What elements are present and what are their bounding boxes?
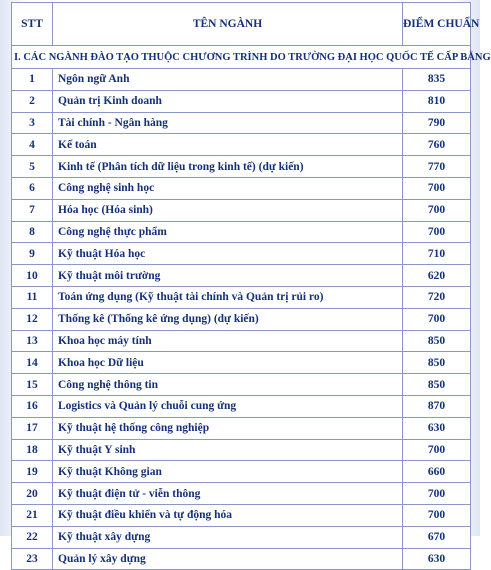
header-major-name: TÊN NGÀNH: [53, 3, 403, 46]
row-major-name: Quản trị Kinh doanh: [53, 90, 403, 112]
table-row: [12, 243, 471, 265]
row-major-name: Kỹ thuật xây dựng: [53, 526, 403, 548]
row-stt: 7: [12, 199, 53, 221]
row-cutoff-score: 770: [403, 156, 471, 178]
row-major-name: Ngôn ngữ Anh: [53, 69, 403, 91]
row-stt: 6: [12, 177, 53, 199]
row-stt: 13: [12, 330, 53, 352]
row-stt: 17: [12, 417, 53, 439]
header-stt: STT: [12, 3, 53, 46]
header-cutoff-score: ĐIỂM CHUẨN: [403, 3, 471, 46]
row-stt: 1: [12, 69, 53, 91]
row-major-name: Kỹ thuật điều khiển và tự động hóa: [53, 504, 403, 526]
row-major-name: Công nghệ thực phẩm: [53, 221, 403, 243]
table-row: [12, 134, 471, 156]
header-row: [12, 3, 471, 46]
row-cutoff-score: 710: [403, 243, 471, 265]
section-title: I. CÁC NGÀNH ĐÀO TẠO THUỘC CHƯƠNG TRÌNH DO TRƯỜNG ĐẠI HỌC QUỐC TẾ CẤP BẰNG: [12, 46, 471, 69]
table-row: [12, 286, 471, 308]
table-row: [12, 461, 471, 483]
row-cutoff-score: 790: [403, 112, 471, 134]
row-cutoff-score: 810: [403, 90, 471, 112]
row-stt: 9: [12, 243, 53, 265]
row-cutoff-score: 850: [403, 374, 471, 396]
table-row: [12, 526, 471, 548]
row-cutoff-score: 620: [403, 265, 471, 287]
table-row: [12, 483, 471, 505]
row-stt: 19: [12, 461, 53, 483]
row-major-name: Kỹ thuật Không gian: [53, 461, 403, 483]
table-row: [12, 156, 471, 178]
row-stt: 15: [12, 374, 53, 396]
table-row: [12, 90, 471, 112]
row-stt: 8: [12, 221, 53, 243]
row-stt: 5: [12, 156, 53, 178]
row-major-name: Tài chính - Ngân hàng: [53, 112, 403, 134]
row-cutoff-score: 670: [403, 526, 471, 548]
row-major-name: Khoa học Dữ liệu: [53, 352, 403, 374]
row-stt: 23: [12, 548, 53, 570]
row-major-name: Kinh tế (Phân tích dữ liệu trong kinh tế) (dự kiến): [53, 156, 403, 178]
row-cutoff-score: 835: [403, 69, 471, 91]
row-major-name: Khoa học máy tính: [53, 330, 403, 352]
row-stt: 12: [12, 308, 53, 330]
row-major-name: Toán ứng dụng (Kỹ thuật tài chính và Quản trị rủi ro): [53, 286, 403, 308]
row-cutoff-score: 700: [403, 439, 471, 461]
row-major-name: Kỹ thuật môi trường: [53, 265, 403, 287]
row-major-name: Quản lý xây dựng: [53, 548, 403, 570]
section-row: [12, 46, 471, 69]
row-major-name: Hóa học (Hóa sinh): [53, 199, 403, 221]
row-stt: 3: [12, 112, 53, 134]
table-row: [12, 548, 471, 570]
table-row: [12, 374, 471, 396]
row-cutoff-score: 700: [403, 308, 471, 330]
row-stt: 21: [12, 504, 53, 526]
table-row: [12, 112, 471, 134]
table-row: [12, 308, 471, 330]
row-cutoff-score: 700: [403, 177, 471, 199]
row-major-name: Công nghệ sinh học: [53, 177, 403, 199]
table-row: [12, 439, 471, 461]
table-row: [12, 199, 471, 221]
row-stt: 22: [12, 526, 53, 548]
row-major-name: Thống kê (Thống kê ứng dụng) (dự kiến): [53, 308, 403, 330]
admission-scores-table: [11, 2, 491, 570]
row-stt: 2: [12, 90, 53, 112]
table-row: [12, 330, 471, 352]
row-major-name: Kỹ thuật hệ thống công nghiệp: [53, 417, 403, 439]
table-row: [12, 504, 471, 526]
row-stt: 11: [12, 286, 53, 308]
row-stt: 14: [12, 352, 53, 374]
row-major-name: Logistics và Quản lý chuỗi cung ứng: [53, 395, 403, 417]
row-stt: 18: [12, 439, 53, 461]
table-row: [12, 69, 471, 91]
row-cutoff-score: 630: [403, 548, 471, 570]
row-major-name: Kỹ thuật Y sinh: [53, 439, 403, 461]
row-cutoff-score: 660: [403, 461, 471, 483]
table-row: [12, 395, 471, 417]
row-cutoff-score: 870: [403, 395, 471, 417]
table-row: [12, 221, 471, 243]
table-body: [12, 46, 491, 570]
row-stt: 20: [12, 483, 53, 505]
row-cutoff-score: 850: [403, 330, 471, 352]
table-row: [12, 417, 471, 439]
row-stt: 16: [12, 395, 53, 417]
row-cutoff-score: 700: [403, 504, 471, 526]
row-stt: 4: [12, 134, 53, 156]
row-cutoff-score: 700: [403, 221, 471, 243]
row-major-name: Kế toán: [53, 134, 403, 156]
row-major-name: Công nghệ thông tin: [53, 374, 403, 396]
row-cutoff-score: 700: [403, 199, 471, 221]
row-stt: 10: [12, 265, 53, 287]
table-row: [12, 177, 471, 199]
row-cutoff-score: 760: [403, 134, 471, 156]
row-cutoff-score: 700: [403, 483, 471, 505]
row-major-name: Kỹ thuật điện tử - viễn thông: [53, 483, 403, 505]
table-row: [12, 352, 471, 374]
table-row: [12, 265, 471, 287]
row-cutoff-score: 850: [403, 352, 471, 374]
row-major-name: Kỹ thuật Hóa học: [53, 243, 403, 265]
row-cutoff-score: 720: [403, 286, 471, 308]
row-cutoff-score: 630: [403, 417, 471, 439]
